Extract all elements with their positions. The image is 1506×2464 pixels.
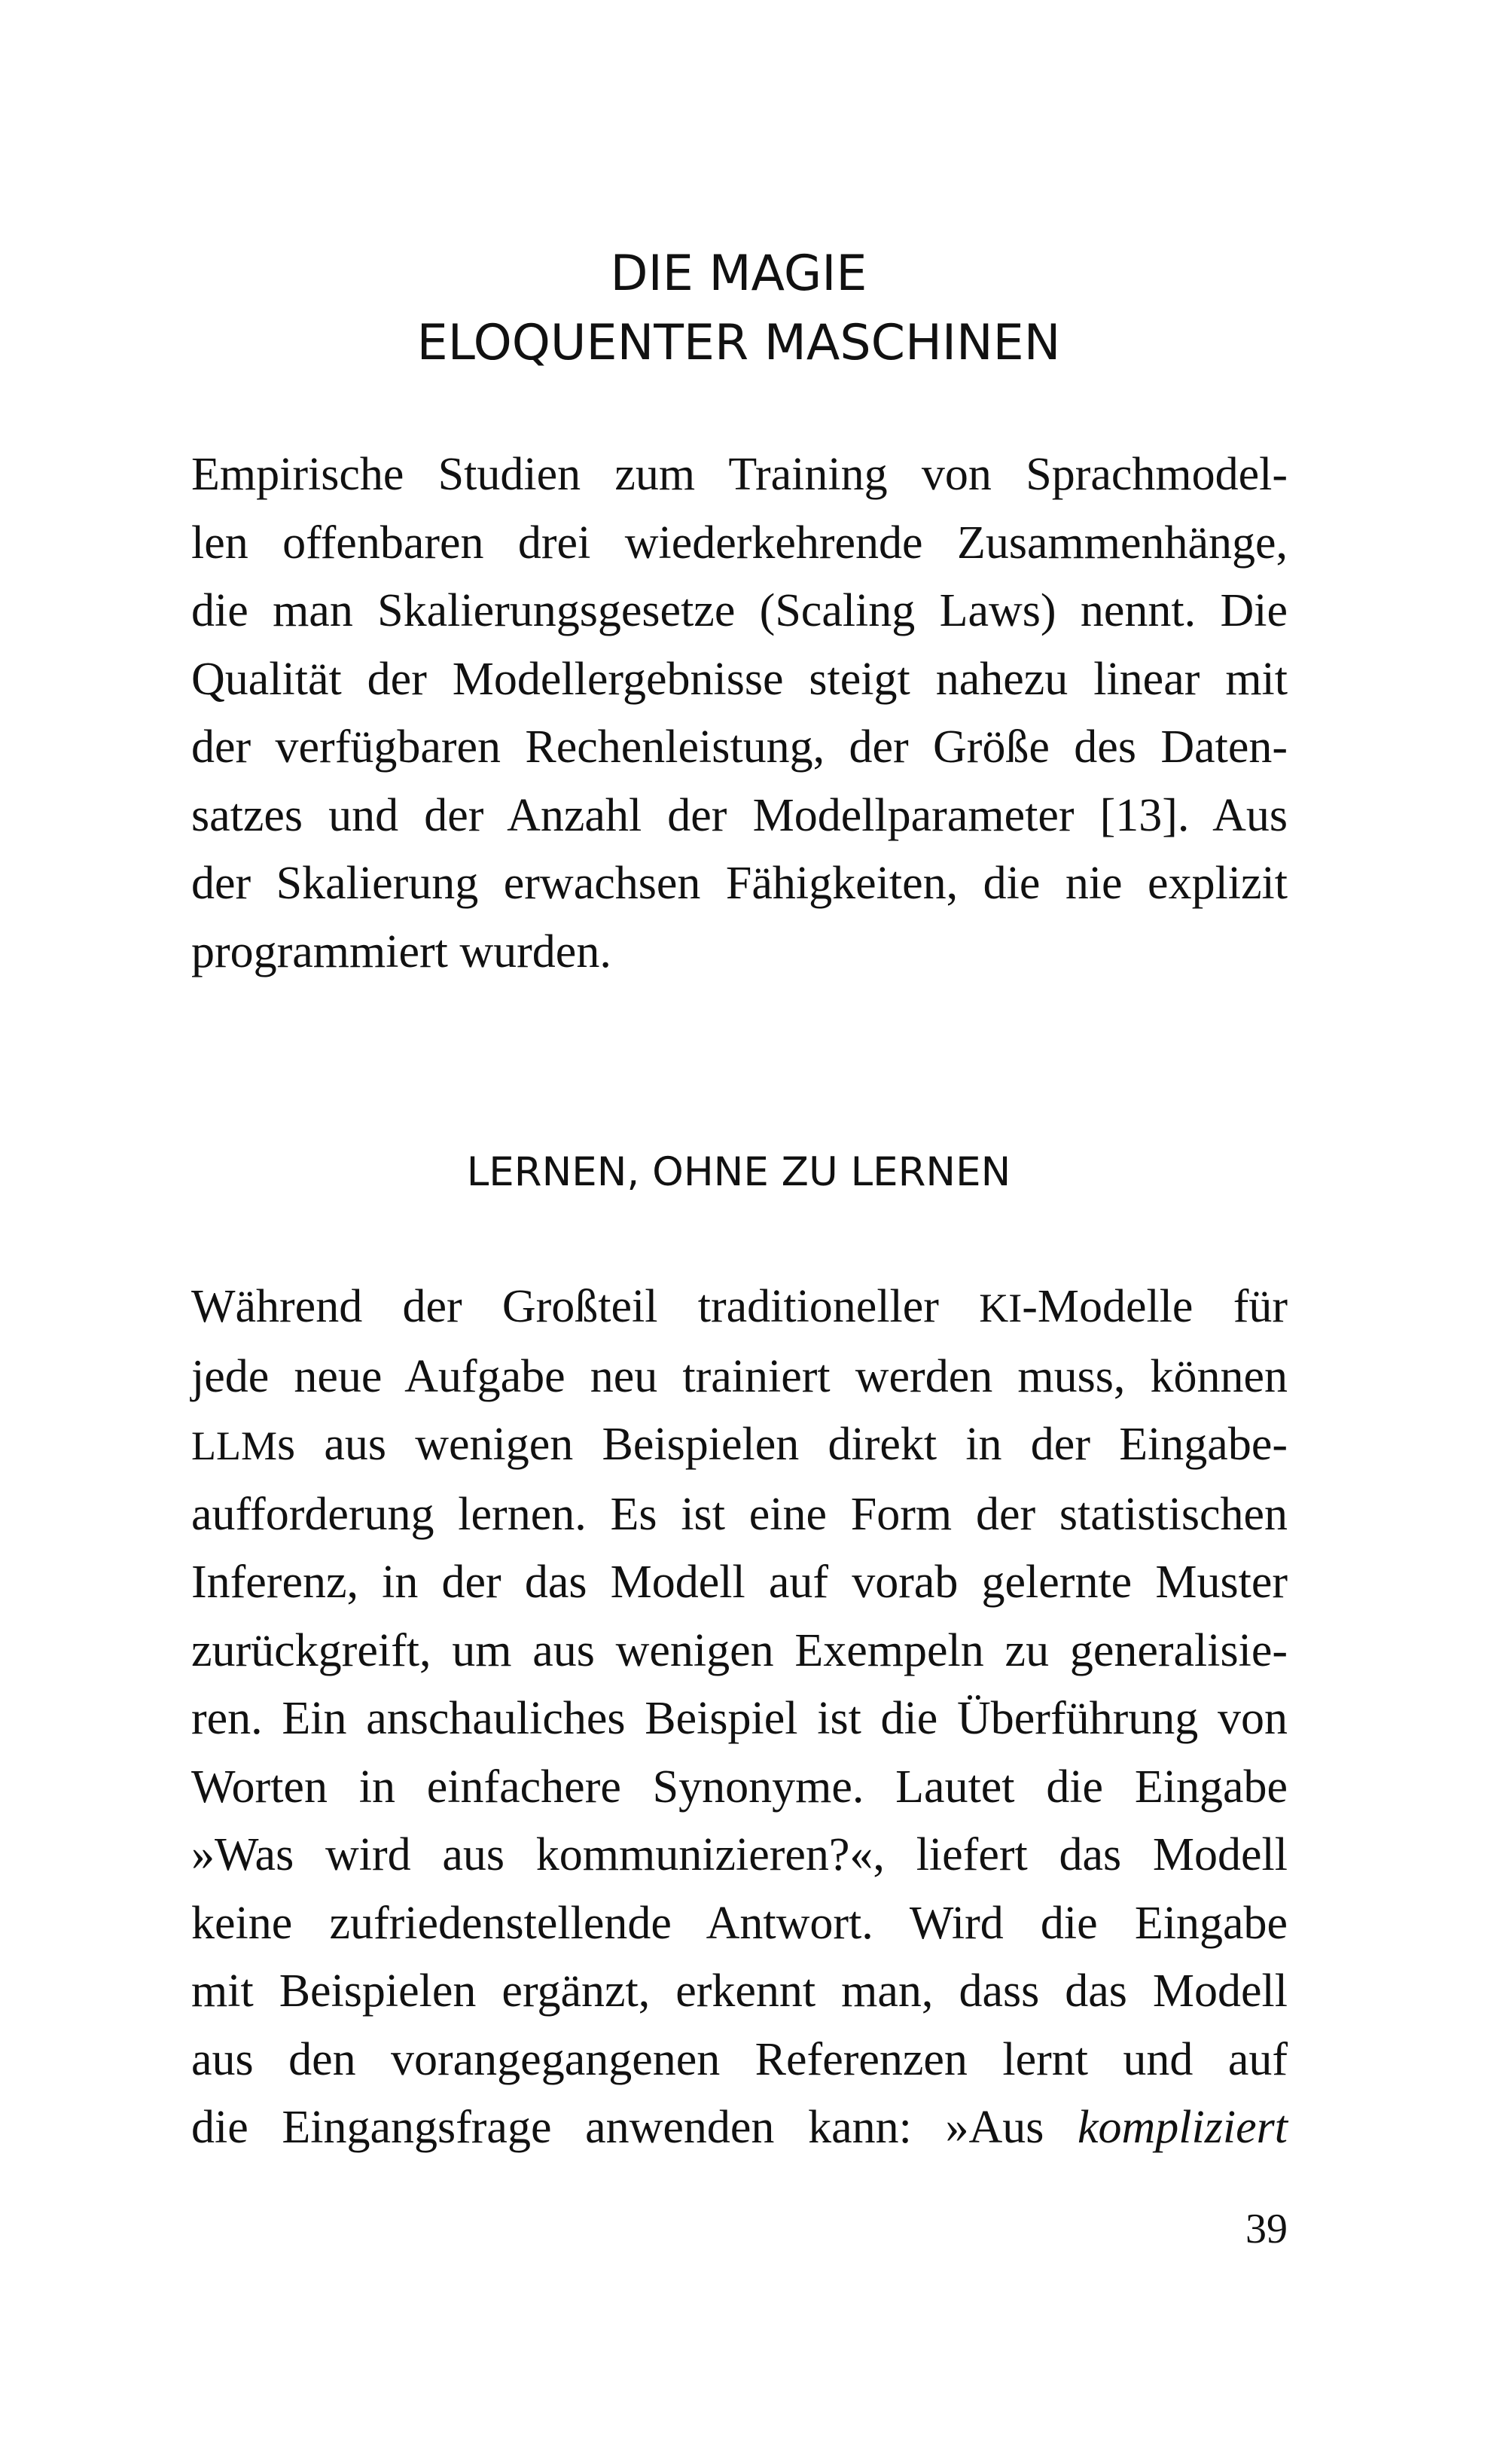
paragraph-line: satzes und der Anzahl der Modellparameter [13]. Aus [191, 789, 1288, 841]
paragraph-line: aus den vorangegangenen Referenzen lernt und auf [191, 2033, 1288, 2085]
paragraph-line: ren. Ein anschauliches Beispiel ist die Überführung von [191, 1693, 1288, 1744]
paragraph-line: zurückgreift, um aus wenigen Exempeln zu generalisie- [191, 1624, 1288, 1676]
paragraph-line: mit Beispielen ergänzt, erkennt man, dass das Modell [191, 1965, 1288, 2017]
chapter-title [0, 239, 1477, 378]
paragraph-line: len offenbaren drei wiederkehrende Zusammenhänge, [191, 517, 1288, 569]
paragraph-line: jede neue Aufgabe neu trainiert werden muss, können [191, 1350, 1288, 1402]
paragraph-line: Empirische Studien zum Training von Sprachmodel- [191, 449, 1288, 500]
paragraph-line: aufforderung lernen. Es ist eine Form der statistischen [191, 1488, 1288, 1540]
text-run: Während der Großteil traditioneller [191, 1281, 980, 1332]
abbreviation: LLM [191, 1423, 277, 1468]
chapter-title-line-1: DIE MAGIE [610, 245, 867, 302]
text-run: s aus wenigen Beispielen direkt in der Eingabe- [277, 1419, 1288, 1470]
abbreviation: KI [979, 1285, 1023, 1331]
paragraph-line [191, 1410, 1288, 1481]
paragraph-line: Qualität der Modellergebnisse steigt nahezu linear mit [191, 653, 1288, 705]
paragraph-line [191, 1273, 1288, 1343]
text-run: die Eingangsfrage anwenden kann: »Aus [191, 2102, 1078, 2153]
paragraph-line: der Skalierung erwachsen Fähigkeiten, die nie explizit [191, 858, 1288, 909]
paragraph-line [191, 2093, 1288, 2162]
paragraph-line: die man Skalierungsgesetze (Scaling Laws) nennt. Die [191, 585, 1288, 636]
chapter-title-line-2: ELOQUENTER MASCHINEN [416, 315, 1061, 371]
section-paragraph [191, 1273, 1288, 2162]
paragraph-line: der verfügbaren Rechenleistung, der Größe des Daten- [191, 721, 1288, 773]
paragraph-line: Worten in einfachere Synonyme. Lautet die Eingabe [191, 1761, 1288, 1813]
section-title: LERNEN, OHNE ZU LERNEN [466, 1149, 1011, 1195]
page-number: 39 [1245, 2206, 1288, 2252]
italic-term: kompliziert [1078, 2102, 1288, 2153]
paragraph-line: Inferenz, in der das Modell auf vorab gelernte Muster [191, 1557, 1288, 1608]
paragraph-line: programmiert wurden. [191, 926, 611, 977]
intro-paragraph [191, 441, 1288, 986]
text-run: -Modelle für [1022, 1281, 1288, 1332]
paragraph-line: keine zufriedenstellende Antwort. Wird die Eingabe [191, 1897, 1288, 1949]
paragraph-line: »Was wird aus kommunizieren?«, liefert das Modell [191, 1829, 1288, 1880]
